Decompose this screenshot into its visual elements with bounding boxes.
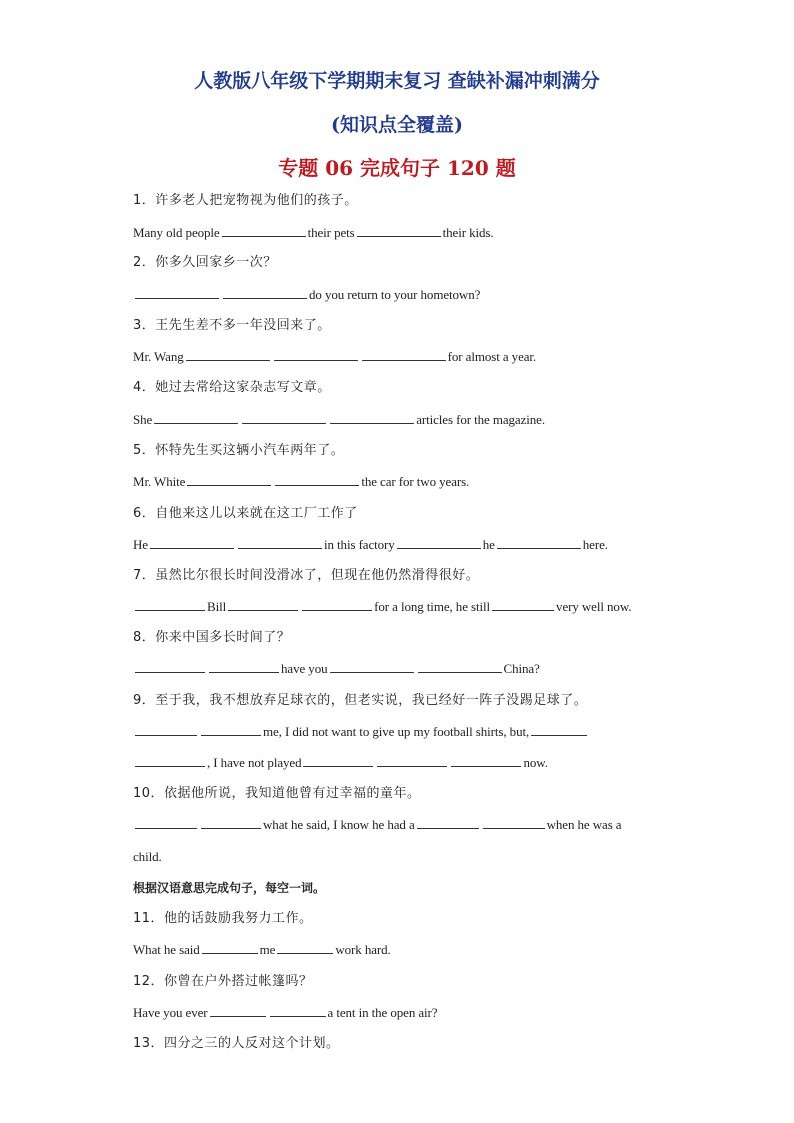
- document-title: 人教版八年级下学期期末复习 查缺补漏冲刺满分: [194, 70, 600, 92]
- question-7-english: Bill for a long time, he still very well now.: [133, 598, 631, 616]
- answer-blank[interactable]: [135, 286, 219, 299]
- answer-blank[interactable]: [330, 411, 414, 424]
- answer-blank[interactable]: [277, 941, 333, 954]
- answer-blank[interactable]: [201, 816, 261, 829]
- question-2-english: do you return to your hometown?: [133, 286, 480, 304]
- question-1-chinese: 1．许多老人把宠物视为他们的孩子。: [133, 193, 358, 208]
- question-7-chinese: 7．虽然比尔很长时间没滑冰了，但现在他仍然滑得很好。: [133, 568, 480, 583]
- answer-blank[interactable]: [135, 816, 197, 829]
- question-11-english: What he said me work hard.: [133, 942, 391, 957]
- answer-blank[interactable]: [492, 598, 554, 611]
- question-5-chinese: 5．怀特先生买这辆小汽车两年了。: [133, 443, 345, 458]
- question-9-english-line1: me, I did not want to give up my football shirts, but,: [133, 723, 589, 741]
- answer-blank[interactable]: [223, 286, 307, 299]
- answer-blank[interactable]: [418, 660, 502, 673]
- answer-blank[interactable]: [186, 348, 270, 361]
- question-12-english: Have you ever a tent in the open air?: [133, 1005, 438, 1020]
- answer-blank[interactable]: [275, 473, 359, 486]
- document-subtitle: (知识点全覆盖): [331, 114, 463, 136]
- answer-blank[interactable]: [135, 598, 205, 611]
- answer-blank[interactable]: [362, 348, 446, 361]
- answer-blank[interactable]: [135, 754, 205, 767]
- answer-blank[interactable]: [483, 816, 545, 829]
- answer-blank[interactable]: [187, 473, 271, 486]
- question-11-chinese: 11．他的话鼓励我努力工作。: [133, 911, 313, 926]
- question-1-english: Many old people their pets their kids.: [133, 225, 494, 240]
- question-10-english-line1: what he said, I know he had a when he was a: [133, 816, 621, 834]
- question-6-english: He in this factory he here.: [133, 537, 608, 552]
- answer-blank[interactable]: [357, 224, 441, 237]
- answer-blank[interactable]: [377, 754, 447, 767]
- answer-blank[interactable]: [228, 598, 298, 611]
- question-9-chinese: 9．至于我，我不想放弃足球衣的，但老实说，我已经好一阵子没踢足球了。: [133, 693, 588, 708]
- answer-blank[interactable]: [154, 411, 238, 424]
- answer-blank[interactable]: [150, 536, 234, 549]
- answer-blank[interactable]: [210, 1004, 266, 1017]
- answer-blank[interactable]: [531, 723, 587, 736]
- question-6-chinese: 6．自他来这儿以来就在这工厂工作了: [133, 506, 358, 521]
- answer-blank[interactable]: [202, 941, 258, 954]
- question-8-chinese: 8．你来中国多长时间了？: [133, 630, 291, 645]
- answer-blank[interactable]: [242, 411, 326, 424]
- section-instruction: 根据汉语意思完成句子，每空一词。: [133, 881, 326, 895]
- question-10-english-line2: child.: [133, 849, 162, 864]
- question-12-chinese: 12．你曾在户外搭过帐篷吗？: [133, 974, 313, 989]
- question-9-english-line2: , I have not played now.: [133, 754, 548, 772]
- topic-heading: 专题 06 完成句子 120 题: [278, 156, 516, 180]
- answer-blank[interactable]: [417, 816, 479, 829]
- question-13-chinese: 13．四分之三的人反对这个计划。: [133, 1036, 340, 1051]
- question-5-english: Mr. White the car for two years.: [133, 474, 470, 489]
- answer-blank[interactable]: [238, 536, 322, 549]
- answer-blank[interactable]: [302, 598, 372, 611]
- answer-blank[interactable]: [497, 536, 581, 549]
- answer-blank[interactable]: [222, 224, 306, 237]
- question-4-english: She articles for the magazine.: [133, 412, 545, 427]
- answer-blank[interactable]: [451, 754, 521, 767]
- answer-blank[interactable]: [270, 1004, 326, 1017]
- question-8-english: have you China?: [133, 660, 540, 678]
- answer-blank[interactable]: [330, 660, 414, 673]
- question-4-chinese: 4．她过去常给这家杂志写文章。: [133, 380, 331, 395]
- answer-blank[interactable]: [201, 723, 261, 736]
- answer-blank[interactable]: [135, 660, 205, 673]
- question-3-english: Mr. Wang for almost a year.: [133, 349, 537, 364]
- question-2-chinese: 2．你多久回家乡一次？: [133, 255, 277, 270]
- answer-blank[interactable]: [209, 660, 279, 673]
- question-3-chinese: 3．王先生差不多一年没回来了。: [133, 318, 331, 333]
- answer-blank[interactable]: [397, 536, 481, 549]
- question-10-chinese: 10．依据他所说，我知道他曾有过幸福的童年。: [133, 786, 421, 801]
- answer-blank[interactable]: [303, 754, 373, 767]
- answer-blank[interactable]: [135, 723, 197, 736]
- answer-blank[interactable]: [274, 348, 358, 361]
